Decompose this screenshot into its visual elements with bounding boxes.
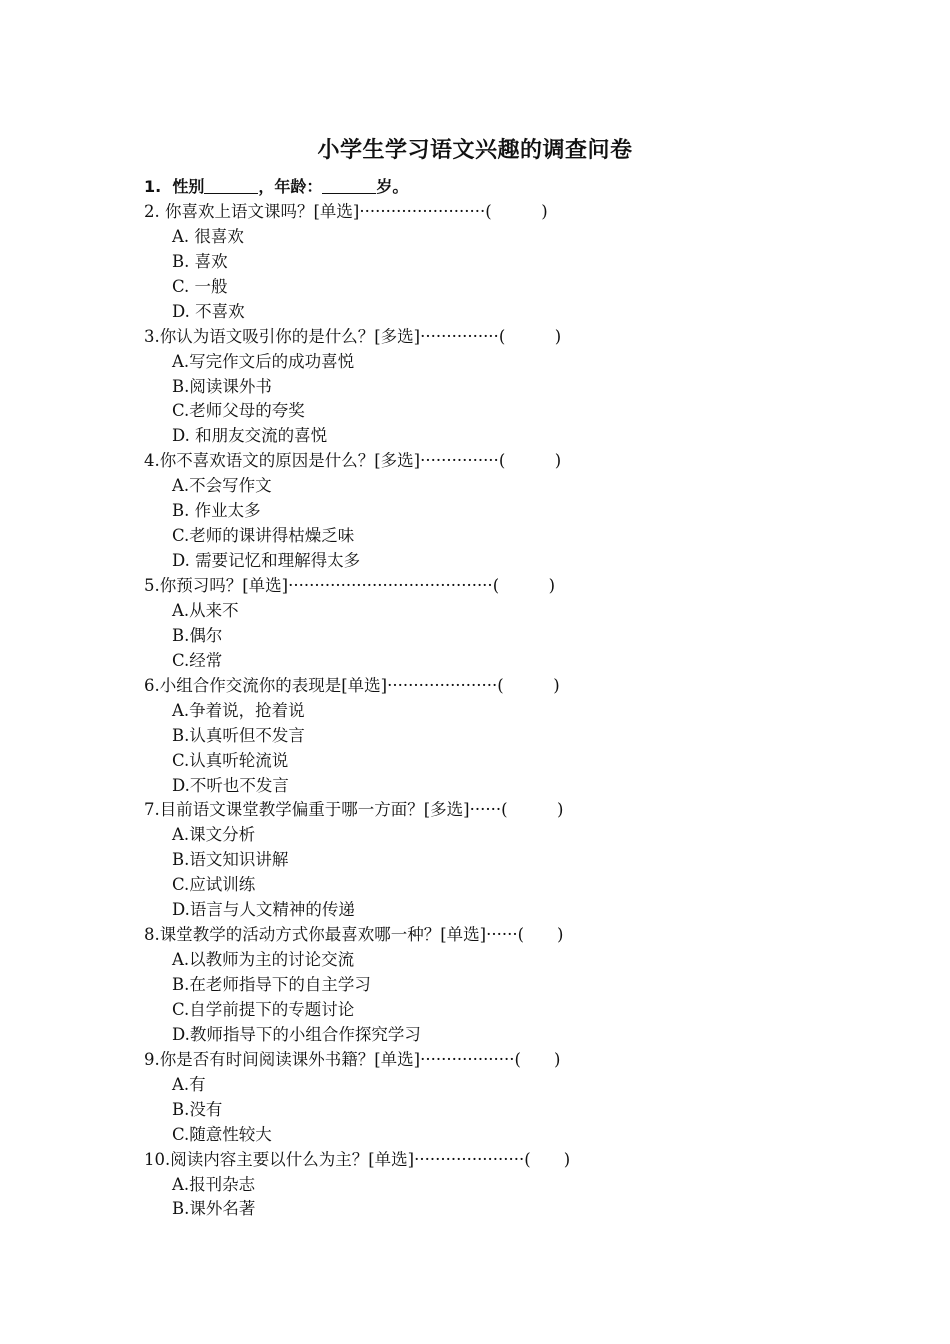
answer-option[interactable]: A.课文分析: [172, 825, 256, 845]
gender-blank[interactable]: [204, 176, 258, 194]
leader-dots: ·······································: [288, 576, 493, 595]
answer-parentheses[interactable]: ( ): [524, 1149, 571, 1169]
question-4: [144, 449, 864, 474]
answer-option[interactable]: D. 需要记忆和理解得太多: [172, 551, 361, 571]
question-list: [144, 200, 864, 1222]
question-stem: 2. 你喜欢上语文课吗？[单选]: [144, 201, 360, 221]
answer-parentheses[interactable]: ( ): [501, 800, 564, 820]
leader-dots: ·····················: [414, 1149, 525, 1169]
answer-parentheses[interactable]: ( ): [497, 675, 560, 695]
answer-option[interactable]: A.不会写作文: [172, 476, 272, 496]
answer-parentheses[interactable]: ( ): [514, 1049, 561, 1069]
answer-option[interactable]: D.不听也不发言: [172, 775, 289, 795]
answer-option[interactable]: C.老师的课讲得枯燥乏味: [172, 526, 355, 546]
question-2: [144, 200, 864, 225]
answer-option[interactable]: B.语文知识讲解: [172, 850, 289, 870]
answer-option[interactable]: C.应试训练: [172, 875, 256, 895]
answer-option[interactable]: B. 作业太多: [172, 501, 261, 521]
question-stem: 9.你是否有时间阅读课外书籍？[单选]: [144, 1049, 421, 1069]
answer-option[interactable]: A.以教师为主的讨论交流: [172, 950, 355, 970]
age-blank[interactable]: [322, 176, 376, 194]
answer-option[interactable]: B. 喜欢: [172, 251, 228, 271]
answer-parentheses[interactable]: ( ): [517, 925, 564, 945]
answer-parentheses[interactable]: ( ): [485, 201, 548, 221]
gender-label: 性别: [172, 177, 205, 196]
question-number: 1.: [144, 177, 162, 196]
question-stem: 8.课堂教学的活动方式你最喜欢哪一种？[单选]: [144, 925, 487, 945]
question-5: [144, 574, 864, 599]
leader-dots: ······: [469, 800, 502, 820]
age-label: ，年龄：: [258, 177, 323, 196]
leader-dots: ···············: [420, 451, 499, 471]
question-9: [144, 1048, 864, 1073]
answer-option[interactable]: B.偶尔: [172, 625, 223, 645]
answer-option[interactable]: A.争着说，抢着说: [172, 700, 305, 720]
answer-option[interactable]: B.认真听但不发言: [172, 725, 305, 745]
question-stem: 3.你认为语文吸引你的是什么？[多选]: [144, 326, 421, 346]
answer-option[interactable]: D.教师指导下的小组合作探究学习: [172, 1024, 421, 1044]
question-8: [144, 923, 864, 948]
question-stem: 6.小组合作交流你的表现是[单选]: [144, 675, 388, 695]
answer-option[interactable]: C.认真听轮流说: [172, 750, 289, 770]
leader-dots: ··················: [420, 1049, 515, 1069]
answer-option[interactable]: A.写完作文后的成功喜悦: [172, 351, 355, 371]
answer-parentheses[interactable]: ( ): [498, 326, 562, 346]
question-3: [144, 325, 864, 350]
answer-option[interactable]: B.阅读课外书: [172, 376, 272, 396]
question-7: [144, 798, 864, 823]
answer-option[interactable]: A.有: [172, 1074, 206, 1094]
leader-dots: ···············: [420, 326, 499, 346]
answer-option[interactable]: D. 和朋友交流的喜悦: [172, 426, 328, 446]
answer-option[interactable]: C. 一般: [172, 276, 228, 296]
leader-dots: ·····················: [387, 675, 498, 695]
question-6: [144, 674, 864, 699]
answer-option[interactable]: B.在老师指导下的自主学习: [172, 975, 371, 994]
answer-option[interactable]: C.自学前提下的专题讨论: [172, 999, 355, 1019]
question-stem: 4.你不喜欢语文的原因是什么？[多选]: [144, 451, 421, 471]
question-stem: 7.目前语文课堂教学偏重于哪一方面？[多选]: [144, 800, 470, 820]
leader-dots: ························: [359, 201, 486, 221]
age-suffix: 岁。: [376, 177, 409, 196]
answer-option[interactable]: D. 不喜欢: [172, 301, 245, 321]
answer-option[interactable]: A.报刊杂志: [172, 1174, 256, 1194]
answer-option[interactable]: A. 很喜欢: [172, 226, 244, 246]
question-stem: 10.阅读内容主要以什么为主？[单选]: [144, 1149, 415, 1169]
leader-dots: ······: [486, 925, 518, 945]
question-10: [144, 1148, 864, 1173]
answer-option[interactable]: A.从来不: [172, 600, 239, 620]
question-1: [144, 175, 864, 200]
answer-option[interactable]: C.经常: [172, 650, 223, 670]
questionnaire: [144, 175, 864, 1222]
answer-option[interactable]: B.课外名著: [172, 1199, 256, 1219]
answer-option[interactable]: C.老师父母的夸奖: [172, 401, 305, 421]
page-title: 小学生学习语文兴趣的调查问卷: [317, 138, 633, 163]
answer-parentheses[interactable]: ( ): [492, 576, 556, 595]
question-stem: 5.你预习吗？[单选]: [144, 576, 289, 595]
answer-option[interactable]: D.语言与人文精神的传递: [172, 900, 355, 920]
answer-option[interactable]: C.随意性较大: [172, 1124, 272, 1144]
answer-parentheses[interactable]: ( ): [498, 451, 562, 471]
answer-option[interactable]: B.没有: [172, 1099, 223, 1119]
